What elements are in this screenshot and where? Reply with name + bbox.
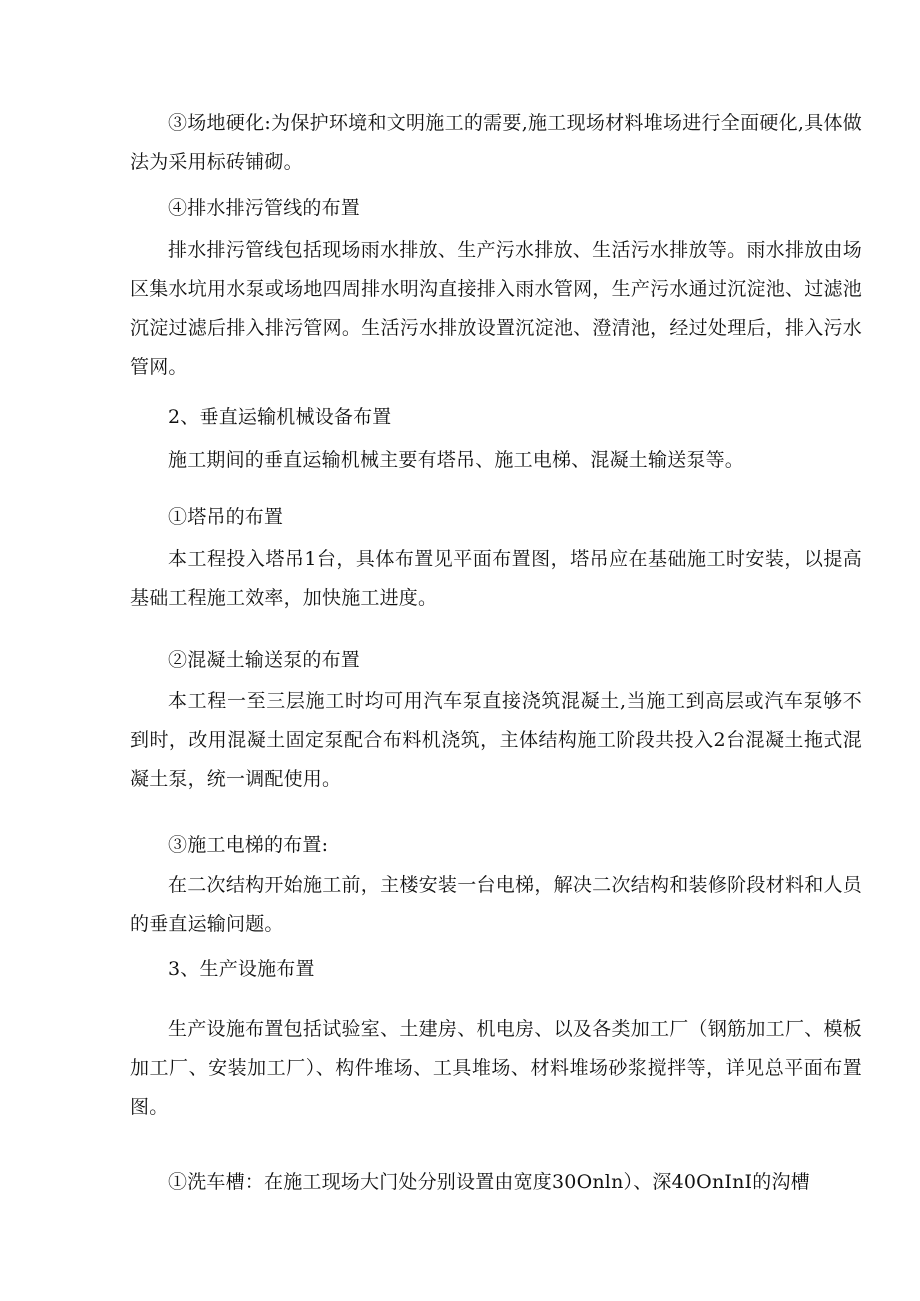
heading-production-facilities: 3、生产设施布置 <box>168 958 315 980</box>
paragraph-drainage: 排水排污管线包括现场雨水排放、生产污水排放、生活污水排放等。雨水排放由场区集水坑用水泵或场地四周排水明沟直接排入雨水管网，生产污水通过沉淀池、过滤池沉淀过滤后排入排污管网。生活污水排放设置沉淀池、澄清池，经过处理后，排入污水管网。 <box>130 239 862 378</box>
paragraph-construction-elevator: 在二次结构开始施工前，主楼安装一台电梯，解决二次结构和装修阶段材料和人员的垂直运输问题。 <box>130 874 862 935</box>
heading-vertical-transport: 2、垂直运输机械设备布置 <box>168 406 392 428</box>
heading-tower-crane: ①塔吊的布置 <box>168 506 284 528</box>
paragraph-concrete-pump: 本工程一至三层施工时均可用汽车泵直接浇筑混凝土,当施工到高层或汽车泵够不到时，改用混凝土固定泵配合布料机浇筑，主体结构施工阶段共投入2台混凝土拖式混凝土泵，统一调配使用。 <box>130 690 862 790</box>
paragraph-production-facilities: 生产设施布置包括试验室、土建房、机电房、以及各类加工厂（钢筋加工厂、模板加工厂、安装加工厂）、构件堆场、工具堆场、材料堆场砂浆搅拌等，详见总平面布置图。 <box>130 1018 862 1118</box>
heading-concrete-pump: ②混凝土输送泵的布置 <box>168 649 361 671</box>
paragraph-car-wash-trench: ①洗车槽：在施工现场大门处分别设置由宽度30Onln）、深40OnInI的沟槽 <box>168 1171 810 1193</box>
heading-drainage-pipeline: ④排水排污管线的布置 <box>168 197 361 219</box>
paragraph-tower-crane: 本工程投入塔吊1台，具体布置见平面布置图，塔吊应在基础施工时安装，以提高基础工程施工效率，加快施工进度。 <box>130 548 862 609</box>
paragraph-site-hardening: ③场地硬化:为保护环境和文明施工的需要,施工现场材料堆场进行全面硬化,具体做法为采用标砖铺砌。 <box>130 112 862 173</box>
paragraph-vertical-transport: 施工期间的垂直运输机械主要有塔吊、施工电梯、混凝土输送泵等。 <box>168 449 745 471</box>
heading-construction-elevator: ③施工电梯的布置: <box>168 834 329 856</box>
